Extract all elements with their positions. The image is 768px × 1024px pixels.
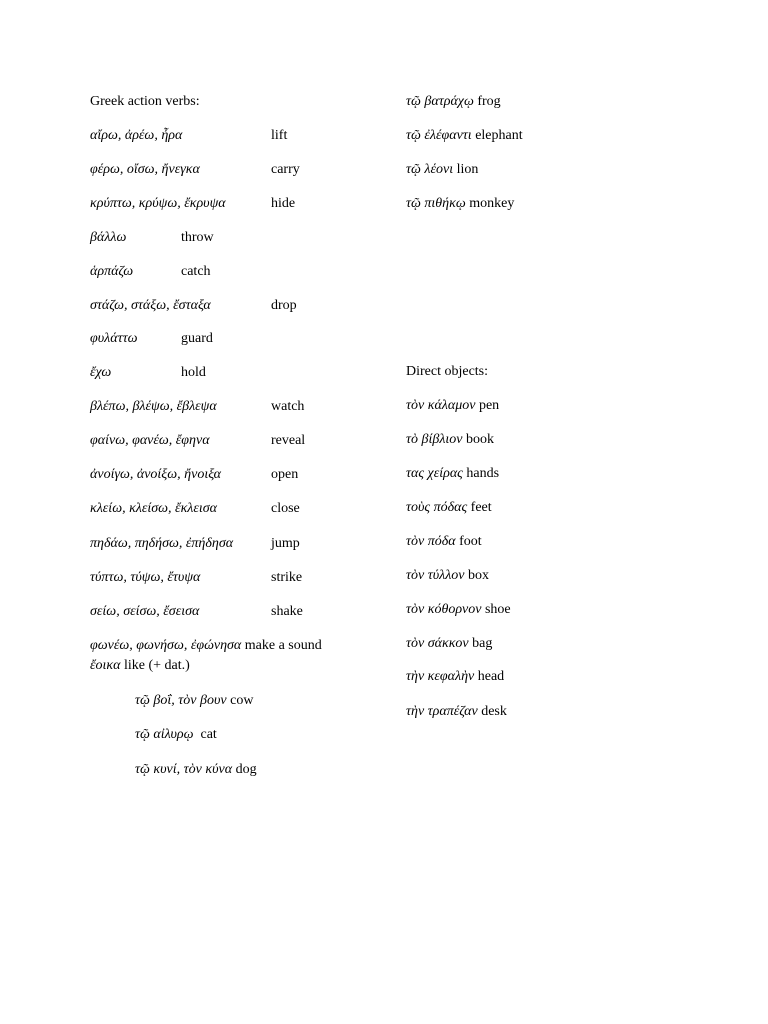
object-row <box>406 668 504 686</box>
like-greek: ἔοικα <box>90 658 121 673</box>
animal-greek: τῷ βοΐ, τὸν βουν <box>135 693 227 708</box>
object-row <box>406 499 492 517</box>
like-english: like (+ dat.) <box>123 658 190 673</box>
object-row <box>406 703 507 721</box>
right-heading: Direct objects: <box>406 364 489 379</box>
object-greek: τὴν τραπέζαν <box>406 704 478 719</box>
verb-greek: ἁρπάζω <box>90 264 134 279</box>
object-greek: τὸν τύλλον <box>406 568 465 583</box>
object-english: feet <box>470 500 492 515</box>
animal-english: frog <box>477 94 501 109</box>
animal-english: cow <box>230 693 254 708</box>
like-row <box>90 657 190 675</box>
verb-greek: ἀνοίγω, ἀνοίξω, ἤνοιξα <box>90 467 221 482</box>
verb-greek: βλέπω, βλέψω, ἔβλεψα <box>90 399 217 414</box>
object-english: bag <box>472 636 493 651</box>
verb-english: catch <box>181 264 211 279</box>
verb-greek: ἔχω <box>90 365 112 380</box>
verb-greek: φωνέω, φωνήσω, ἐφώνησα <box>90 638 242 653</box>
object-greek: τὴν κεφαλὴν <box>406 669 475 684</box>
object-greek: τοὺς πόδας <box>406 500 468 515</box>
verb-greek: τύπτω, τύψω, ἔτυψα <box>90 570 201 585</box>
verb-greek: φέρω, οἴσω, ἤνεγκα <box>90 162 200 177</box>
animal-greek: τῷ κυνί, τὸν κύνα <box>135 762 233 777</box>
verb-greek: κλείω, κλείσω, ἔκλεισα <box>90 501 218 516</box>
verb-english: reveal <box>271 433 306 448</box>
object-greek: τὸ βίβλιον <box>406 432 463 447</box>
verb-english: jump <box>271 536 300 551</box>
animal-row <box>406 127 523 145</box>
verb-english: watch <box>271 399 305 414</box>
object-row <box>406 601 511 619</box>
object-greek: τας χείρας <box>406 466 463 481</box>
animal-greek: τῷ ἐλέφαντι <box>406 128 472 143</box>
animal-row <box>406 195 514 213</box>
object-row <box>406 397 499 415</box>
verb-greek: στάζω, στάξω, ἔσταξα <box>90 298 211 313</box>
animal-greek: τῷ λέονι <box>406 162 454 177</box>
verb-row-sound <box>90 637 322 655</box>
animal-row <box>406 161 478 179</box>
verb-english: close <box>271 501 300 516</box>
verb-english: carry <box>271 162 300 177</box>
object-row <box>406 465 499 483</box>
object-row <box>406 533 482 551</box>
object-english: box <box>468 568 490 583</box>
verb-greek: αἴρω, ἀρέω, ἦρα <box>90 128 183 143</box>
verb-english: hold <box>181 365 206 380</box>
left-heading: Greek action verbs: <box>90 94 200 109</box>
verb-english: drop <box>271 298 297 313</box>
verb-english: throw <box>181 230 214 245</box>
animal-greek: τῷ βατράχῳ <box>406 94 474 109</box>
animal-row <box>135 726 217 744</box>
animal-row <box>135 761 257 779</box>
verb-greek: βάλλω <box>90 230 127 245</box>
animal-english: monkey <box>469 196 515 211</box>
verb-greek: φαίνω, φανέω, ἔφηνα <box>90 433 210 448</box>
object-english: head <box>477 669 505 684</box>
object-english: foot <box>459 534 482 549</box>
object-row <box>406 567 489 585</box>
verb-greek: κρύπτω, κρύψω, ἔκρυψα <box>90 196 226 211</box>
object-english: book <box>466 432 495 447</box>
verb-english: lift <box>271 128 288 143</box>
animal-english: cat <box>200 727 217 742</box>
object-greek: τὸν σάκκον <box>406 636 469 651</box>
verb-greek: πηδάω, πηδήσω, ἐπήδησα <box>90 536 234 551</box>
object-greek: τὸν πόδα <box>406 534 456 549</box>
object-english: desk <box>481 704 507 719</box>
object-greek: τὸν κόθορνον <box>406 602 482 617</box>
verb-greek: φυλάττω <box>90 331 138 346</box>
animal-greek: τῷ αἰλυρῳ <box>135 727 194 742</box>
verb-english: make a sound <box>244 638 322 653</box>
object-english: pen <box>478 398 500 413</box>
verb-english: strike <box>271 570 303 585</box>
object-english: shoe <box>484 602 511 617</box>
object-english: hands <box>466 466 500 481</box>
animal-row <box>135 692 253 710</box>
animal-english: dog <box>235 762 257 777</box>
verb-english: hide <box>271 196 296 211</box>
animal-row <box>406 93 501 111</box>
verb-english: guard <box>181 331 213 346</box>
object-row <box>406 635 492 653</box>
verb-greek: σείω, σείσω, ἔσεισα <box>90 604 200 619</box>
object-row <box>406 431 494 449</box>
object-greek: τὸν κάλαμον <box>406 398 476 413</box>
animal-greek: τῷ πιθήκῳ <box>406 196 466 211</box>
animal-english: lion <box>456 162 479 177</box>
verb-english: shake <box>271 604 303 619</box>
animal-english: elephant <box>475 128 523 143</box>
verb-english: open <box>271 467 299 482</box>
